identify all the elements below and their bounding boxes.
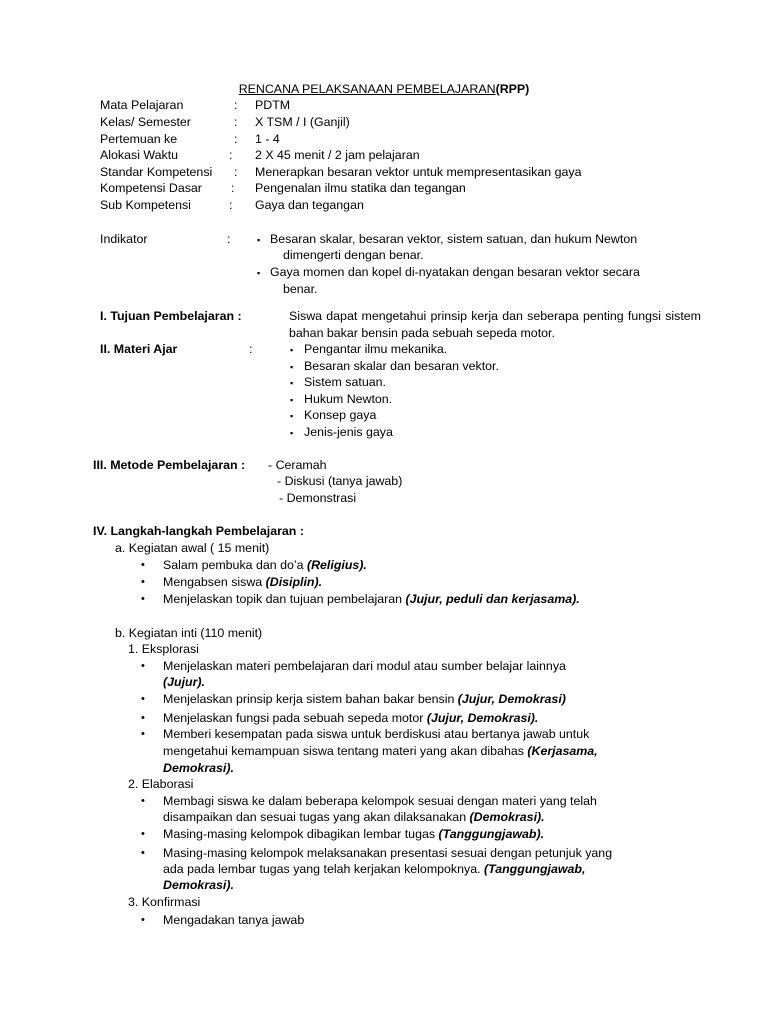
- identity-value: X TSM / I (Ganjil): [255, 115, 350, 129]
- bullet-dot-icon: •: [141, 828, 145, 840]
- square-bullet-icon: ▪: [290, 428, 294, 438]
- list-item-value: (Jujur, peduli dan kerjasama).: [405, 592, 580, 606]
- materi-item: Pengantar ilmu mekanika.: [304, 342, 448, 356]
- metode-item: - Demonstrasi: [279, 491, 357, 505]
- identity-colon: :: [231, 181, 235, 195]
- bullet-dot-icon: •: [141, 914, 145, 926]
- metode-item: - Ceramah: [268, 458, 327, 472]
- list-item-value: Demokrasi).: [163, 878, 234, 892]
- title-main: RENCANA PELAKSANAAN PEMBELAJARAN: [238, 82, 496, 96]
- document-title: [0, 81, 768, 98]
- list-item-text: ada pada lembar tugas yang telah kerjakan kelompoknya.: [163, 862, 484, 876]
- list-item: [163, 809, 545, 826]
- list-item: [163, 574, 322, 591]
- list-item-line: Memberi kesempatan pada siswa untuk berdiskusi atau bertanya jawab untuk: [163, 727, 590, 741]
- list-item-text: Salam pembuka dan do’a: [163, 558, 307, 572]
- list-item-line: Menjelaskan materi pembelajaran dari modul atau sumber belajar lainnya: [163, 659, 566, 673]
- materi-item: Hukum Newton.: [304, 392, 393, 406]
- bullet-dot-icon: •: [141, 712, 145, 724]
- kegiatan-inti-label: b. Kegiatan inti (110 menit): [115, 626, 263, 640]
- square-bullet-icon: ▪: [257, 268, 261, 278]
- list-item-value: (Tanggungjawab,: [483, 862, 586, 876]
- list-item: [163, 743, 598, 760]
- title-suffix: (RPP): [495, 82, 530, 96]
- identity-value: 2 X 45 menit / 2 jam pelajaran: [255, 148, 420, 162]
- list-item: Mengadakan tanya jawab: [163, 913, 305, 927]
- identity-value: Gaya dan tegangan: [255, 198, 364, 212]
- metode-item: - Diskusi (tanya jawab): [277, 474, 403, 488]
- list-item-value: (Jujur).: [163, 675, 205, 689]
- kegiatan-awal-label: a. Kegiatan awal ( 15 menit): [115, 541, 270, 555]
- list-item: [163, 591, 580, 608]
- identity-colon: :: [234, 165, 238, 179]
- identity-label: Pertemuan ke: [100, 132, 178, 146]
- indikator-item-line: benar.: [283, 282, 318, 296]
- list-item-text: mengetahui kemampuan siswa tentang materi yang akan dibahas: [163, 744, 528, 758]
- bullet-dot-icon: •: [141, 693, 145, 705]
- bullet-dot-icon: •: [141, 559, 145, 571]
- list-item-text: Mengabsen siswa: [163, 575, 266, 589]
- square-bullet-icon: ▪: [290, 345, 294, 355]
- list-item-value: (Disiplin).: [265, 575, 323, 589]
- materi-item: Jenis-jenis gaya: [304, 425, 393, 439]
- indikator-label: Indikator: [100, 232, 148, 246]
- materi-item: Besaran skalar dan besaran vektor.: [304, 359, 499, 373]
- identity-label: Alokasi Waktu: [100, 148, 179, 162]
- square-bullet-icon: ▪: [290, 362, 294, 372]
- square-bullet-icon: ▪: [290, 395, 294, 405]
- square-bullet-icon: ▪: [257, 235, 261, 245]
- konfirmasi-label: 3. Konfirmasi: [128, 895, 201, 909]
- bullet-dot-icon: •: [141, 576, 145, 588]
- list-item: [163, 557, 367, 574]
- bullet-dot-icon: •: [141, 847, 145, 859]
- list-item-value: Demokrasi).: [163, 761, 234, 775]
- list-item-value: (Jujur, Demokrasi).: [426, 711, 539, 725]
- identity-value: PDTM: [255, 98, 291, 112]
- elaborasi-label: 2. Elaborasi: [128, 777, 194, 791]
- bullet-dot-icon: •: [141, 593, 145, 605]
- identity-colon: :: [229, 148, 233, 162]
- list-item: [163, 691, 566, 708]
- tujuan-text: Siswa dapat mengetahui prinsip kerja dan seberapa penting fungsi sistem bahan bakar bensin pada sebuah sepeda motor.: [289, 309, 701, 340]
- bullet-dot-icon: •: [141, 660, 145, 672]
- identity-colon: :: [234, 115, 238, 129]
- indikator-colon: :: [227, 232, 231, 246]
- tujuan-label: I. Tujuan Pembelajaran :: [100, 309, 242, 323]
- identity-label: Kompetensi Dasar: [100, 181, 202, 195]
- identity-label: Mata Pelajaran: [100, 98, 184, 112]
- list-item-value: (Kerjasama,: [527, 744, 598, 758]
- identity-value: Pengenalan ilmu statika dan tegangan: [255, 181, 466, 195]
- identity-value: Menerapkan besaran vektor untuk mempresentasikan gaya: [255, 165, 582, 179]
- list-item-text: Masing-masing kelompok dibagikan lembar tugas: [163, 827, 439, 841]
- identity-colon: :: [229, 198, 233, 212]
- bullet-dot-icon: •: [141, 795, 145, 807]
- identity-label: Kelas/ Semester: [100, 115, 191, 129]
- identity-value: 1 - 4: [255, 132, 280, 146]
- list-item-text: Menjelaskan prinsip kerja sistem bahan bakar bensin: [163, 692, 458, 706]
- indikator-item-line: dimengerti dengan benar.: [283, 248, 424, 262]
- list-item-value: (Demokrasi).: [469, 810, 545, 824]
- list-item-line: Membagi siswa ke dalam beberapa kelompok sesuai dengan materi yang telah: [163, 794, 597, 808]
- materi-colon: :: [249, 342, 253, 356]
- materi-item: Sistem satuan.: [304, 375, 386, 389]
- list-item-text: disampaikan dan sesuai tugas yang akan dilaksanakan: [163, 810, 470, 824]
- indikator-item-line: Gaya momen dan kopel di-nyatakan dengan besaran vektor secara: [270, 265, 640, 279]
- materi-label: II. Materi Ajar: [100, 342, 178, 356]
- bullet-dot-icon: •: [141, 728, 145, 740]
- metode-label: III. Metode Pembelajaran :: [93, 458, 246, 472]
- list-item: [163, 710, 538, 727]
- list-item-value: (Jujur, Demokrasi): [457, 692, 566, 706]
- list-item: [163, 861, 585, 878]
- square-bullet-icon: ▪: [290, 411, 294, 421]
- identity-label: Sub Kompetensi: [100, 198, 191, 212]
- list-item-text: Menjelaskan topik dan tujuan pembelajaran: [163, 592, 406, 606]
- indikator-item-line: Besaran skalar, besaran vektor, sistem satuan, dan hukum Newton: [270, 232, 638, 246]
- list-item-text: Menjelaskan fungsi pada sebuah sepeda motor: [163, 711, 427, 725]
- langkah-label: IV. Langkah-langkah Pembelajaran :: [93, 524, 304, 538]
- list-item-value: (Tanggungjawab).: [438, 827, 545, 841]
- list-item: [163, 826, 544, 843]
- identity-colon: :: [234, 98, 238, 112]
- identity-label: Standar Kompetensi: [100, 165, 213, 179]
- materi-item: Konsep gaya: [304, 408, 377, 422]
- list-item-line: Masing-masing kelompok melaksanakan presentasi sesuai dengan petunjuk yang: [163, 846, 613, 860]
- square-bullet-icon: ▪: [290, 378, 294, 388]
- eksplorasi-label: 1. Eksplorasi: [128, 642, 199, 656]
- list-item-value: (Religius).: [306, 558, 367, 572]
- identity-colon: :: [234, 132, 238, 146]
